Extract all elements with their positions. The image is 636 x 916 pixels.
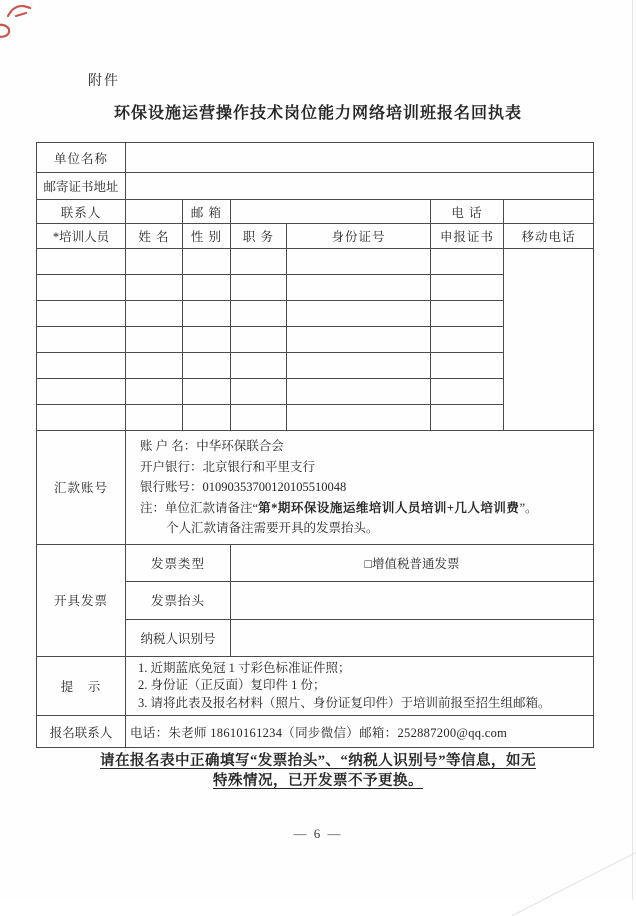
trainee-empty-row [37,379,594,405]
remittance-account-number: 银行账号：01090353700120105510048 [140,480,347,494]
mailing-address-row [37,173,594,200]
invoice-section-label: 开具发票 [37,544,126,656]
taxpayer-id-label: 纳税人识别号 [126,619,231,656]
trainee-input-cell [126,301,183,327]
scan-edge-artifact [632,0,633,900]
tip-item-3: 3. 请将此表及报名材料（照片、身份证复印件）于培训前报至招生组邮箱。 [138,695,551,710]
trainee-empty-row [37,327,594,353]
trainee-input-cell [183,249,231,275]
trainee-empty-row [37,275,594,301]
trainee-input-cell [431,405,504,431]
trainee-input-cell [287,249,431,275]
scan-crease-artifact [512,847,636,916]
contact-name-input-cell [126,200,183,224]
trainee-input-cell [126,249,183,275]
trainee-input-cell [231,327,287,353]
trainee-empty-row [37,249,594,275]
trainee-input-cell [231,379,287,405]
trainee-input-cell [287,405,431,431]
trainee-input-cell [183,405,231,431]
trainee-input-cell [287,301,431,327]
trainee-input-cell [37,353,126,379]
red-stamp-mark-icon [6,2,36,20]
tips-label: 提 示 [37,656,126,716]
trainee-input-cell [431,327,504,353]
trainee-empty-row [37,353,594,379]
trainee-input-cell [431,301,504,327]
contact-email-input-cell [231,200,431,224]
invoice-type-checkbox-option: □增值税普通发票 [231,544,594,581]
contact-row [37,200,594,224]
contact-phone-input-cell [504,200,594,224]
trainee-col-position: 职 务 [231,224,287,249]
trainee-header-row [37,224,594,249]
trainee-input-cell [183,327,231,353]
form-title: 环保设施运营操作技术岗位能力网络培训班报名回执表 [113,105,522,122]
unit-name-label: 单位名称 [37,143,126,173]
trainee-input-cell [231,301,287,327]
trainee-input-cell [231,249,287,275]
trainee-col-name: 姓 名 [126,224,183,249]
invoice-type-row [37,544,594,581]
trainee-input-cell [287,327,431,353]
trainee-col-certificate: 申报证书 [431,224,504,249]
unit-name-input-cell [126,143,594,173]
remittance-note-line2: 个人汇款请备注需要开具的发票抬头。 [166,521,379,535]
tip-item-1: 1. 近期蓝底免冠 1 寸彩色标准证件照； [138,660,351,675]
remittance-row [37,431,594,545]
tip-item-2: 2. 身份证（正反面）复印件 1 份； [138,678,326,692]
trainee-input-cell [183,275,231,301]
registration-form-table [36,142,594,748]
unit-name-row [37,143,594,173]
trainee-input-cell [183,301,231,327]
contact-phone-label: 电 话 [431,200,504,224]
invoice-warning-line2: 特殊情况，已开发票不予更换。 [213,772,423,789]
trainee-input-cell [287,379,431,405]
remittance-note-bold: 第*期环保设施运维培训人员培训+几人培训费 [258,500,520,515]
trainee-input-cell [126,379,183,405]
trainee-input-cell [37,249,126,275]
trainee-input-cell [126,327,183,353]
trainee-col-mobile: 移动电话 [504,224,594,249]
trainee-input-cell [37,275,126,301]
contact-email-label: 邮 箱 [183,200,231,224]
trainee-input-cell [431,379,504,405]
remittance-note: 注：单位汇款请备注“第*期环保设施运维培训人员培训+几人培训费”。 [140,500,538,515]
tips-list [130,657,589,716]
trainee-empty-row [37,405,594,431]
mailing-address-label: 邮寄证书地址 [37,173,126,200]
trainee-input-cell [431,353,504,379]
remittance-account-name: 账 户 名：中华环保联合会 [140,439,284,453]
trainee-col-id-number: 身份证号 [287,224,431,249]
tips-row [37,656,594,716]
invoice-title-input-cell [231,581,594,619]
contact-label: 联系人 [37,200,126,224]
invoice-type-label: 发票类型 [126,544,231,581]
trainee-input-cell [231,275,287,301]
remittance-bank: 开户银行：北京银行和平里支行 [140,459,316,474]
remittance-details-cell [126,431,594,545]
trainee-input-cell [231,353,287,379]
red-stamp-mark-icon [0,22,19,40]
trainee-input-cell [183,379,231,405]
trainee-input-cell [287,353,431,379]
remittance-details [130,431,589,544]
attachment-label: 附件 [88,74,120,89]
tips-cell [126,656,594,716]
trainee-input-cell [126,353,183,379]
taxpayer-id-input-cell [231,619,594,656]
remittance-label: 汇款账号 [37,431,126,545]
trainee-input-cell [287,275,431,301]
trainee-empty-rows [37,249,594,431]
trainee-input-cell [126,275,183,301]
trainee-empty-row [37,301,594,327]
trainee-input-cell [37,301,126,327]
registration-contact-value: 电话：朱老师 18610161234（同步微信）邮箱：252887200@qq.com [126,716,594,748]
trainee-input-cell [183,353,231,379]
invoice-warning-note [38,752,598,791]
page-number: — 6 — [293,826,343,841]
invoice-warning-line1: 请在报名表中正确填写“发票抬头”、“纳税人识别号”等信息，如无 [100,753,536,769]
trainee-input-cell [431,275,504,301]
invoice-title-label: 发票抬头 [126,581,231,619]
trainee-section-label: *培训人员 [37,224,126,249]
mailing-address-input-cell [126,173,594,200]
trainee-input-cell [126,405,183,431]
trainee-col-gender: 性 别 [183,224,231,249]
registration-contact-row [37,716,594,748]
trainee-input-cell [431,249,504,275]
trainee-input-cell [231,405,287,431]
registration-contact-label: 报名联系人 [37,716,126,748]
trainee-input-cell [37,379,126,405]
trainee-input-cell [37,327,126,353]
trainee-input-cell [37,405,126,431]
